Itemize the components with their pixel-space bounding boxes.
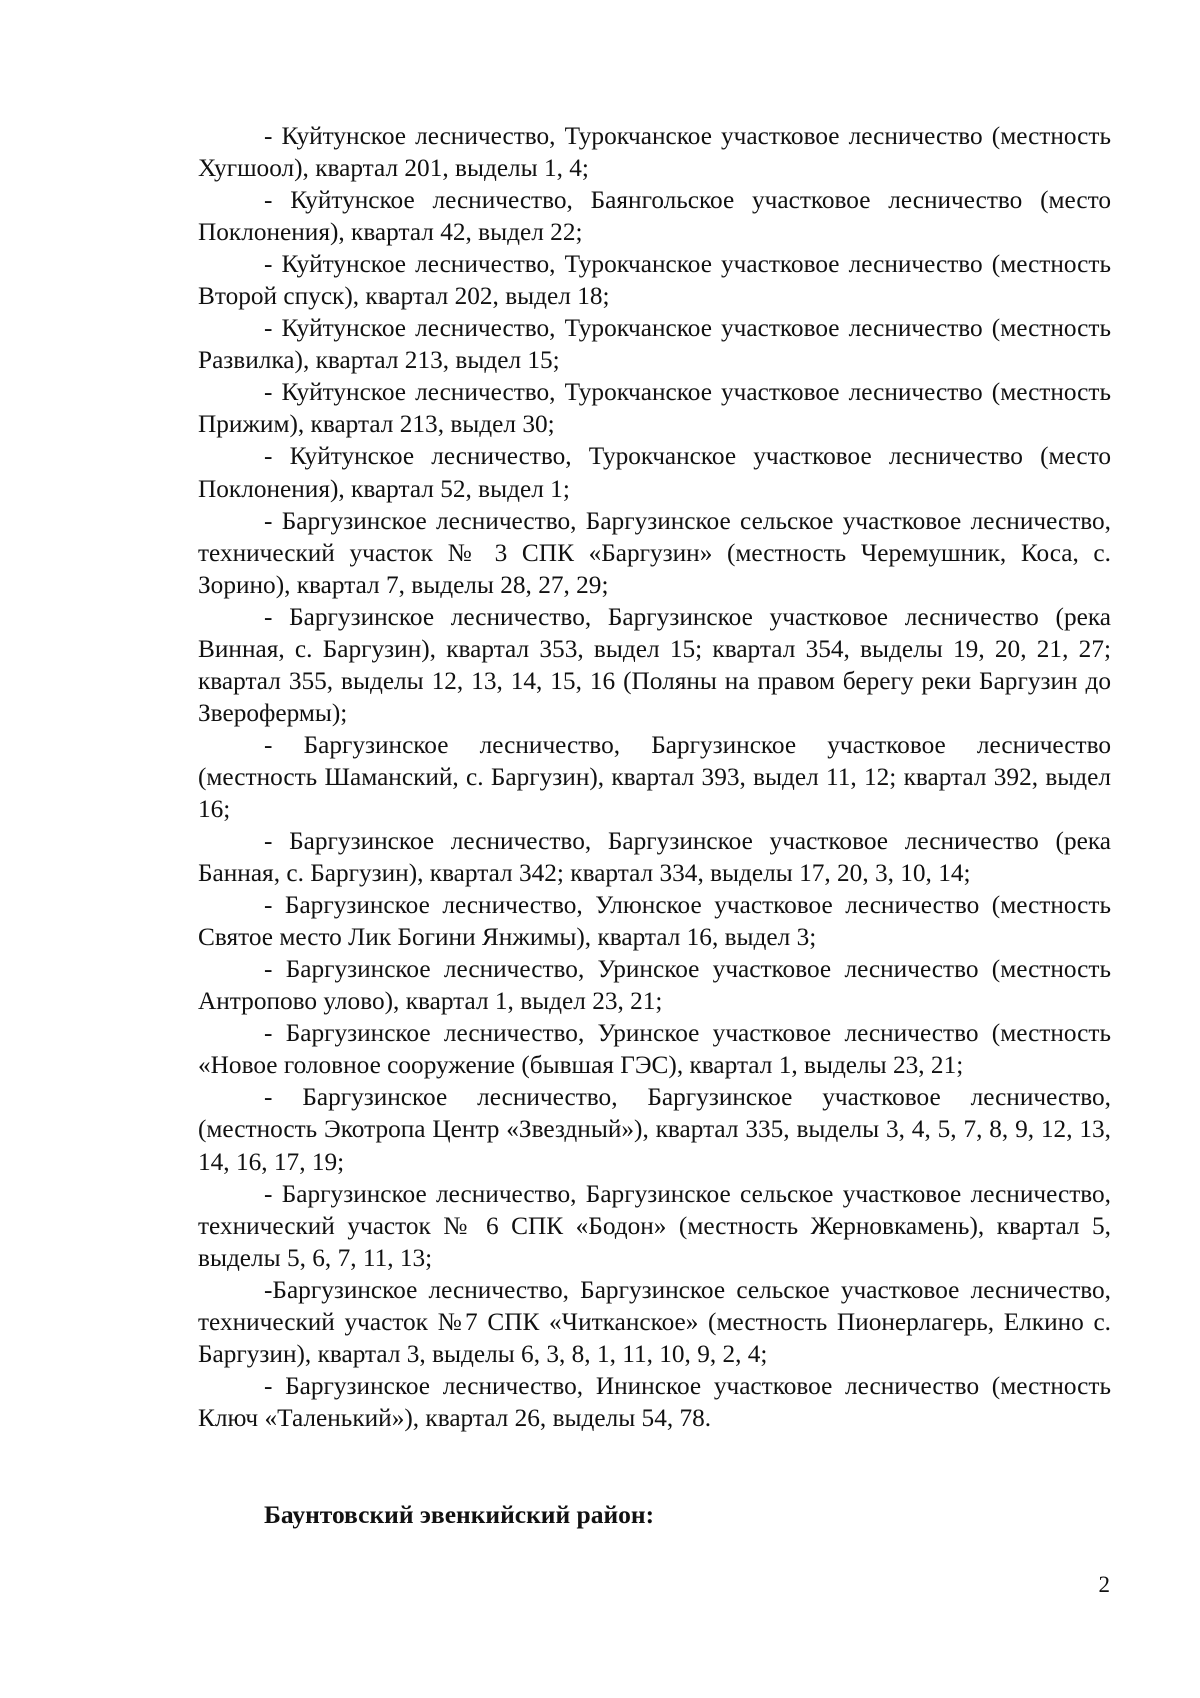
list-item: - Баргузинское лесничество, Уринское участковое лесничество (местность Антропово улово), квартал 1, выдел 23, 21; xyxy=(198,955,1111,1016)
list-item: - Баргузинское лесничество, Баргузинское участковое лесничество (река Банная, с. Баргузин), квартал 342; квартал 334, выделы 17, 20, 3, 10, 14; xyxy=(198,827,1111,888)
list-item: - Куйтунское лесничество, Турокчанское участковое лесничество (местность Прижим), квартал 213, выдел 30; xyxy=(198,378,1111,439)
list-item: - Баргузинское лесничество, Баргузинское участковое лесничество, (местность Экотропа Центр «Звездный»), квартал 335, выделы 3, 4, 5, 7, 8, 9, 12, 13, 14, 16, 17, 19; xyxy=(198,1083,1111,1176)
list-item: -Баргузинское лесничество, Баргузинское сельское участковое лесничество, технический участок №7 СПК «Читканское» (местность Пионерлагерь, Елкино с. Баргузин), квартал 3, выделы 6, 3, 8, 1, 11, 10, 9, 2, 4; xyxy=(198,1275,1111,1368)
section-heading: Баунтовский эвенкийский район: xyxy=(264,1500,655,1529)
list-item: - Баргузинское лесничество, Баргузинское сельское участковое лесничество, технический участок № 6 СПК «Бодон» (местность Жерновкамень), квартал 5, выделы 5, 6, 7, 11, 13; xyxy=(198,1179,1111,1272)
document-body xyxy=(198,120,1111,1434)
list-item: - Баргузинское лесничество, Баргузинское участковое лесничество (местность Шаманский, с. Баргузин), квартал 393, выдел 11, 12; квартал 392, выдел 16; xyxy=(198,730,1111,823)
list-item: - Куйтунское лесничество, Турокчанское участковое лесничество (место Поклонения), квартал 52, выдел 1; xyxy=(198,442,1111,503)
list-item: - Куйтунское лесничество, Баянгольское участковое лесничество (место Поклонения), квартал 42, выдел 22; xyxy=(198,186,1111,247)
list-item: - Баргузинское лесничество, Ининское участковое лесничество (местность Ключ «Таленький»), квартал 26, выделы 54, 78. xyxy=(198,1371,1111,1432)
list-item: - Баргузинское лесничество, Уринское участковое лесничество (местность «Новое головное сооружение (бывшая ГЭС), квартал 1, выделы 23, 21; xyxy=(198,1019,1111,1080)
list-item: - Баргузинское лесничество, Баргузинское участковое лесничество (река Винная, с. Баргузин), квартал 353, выдел 15; квартал 354, выделы 19, 20, 21, 27; квартал 355, выделы 12, 13, 14, 15, 16 (Поляны на правом берегу реки Баргузин до Зверофермы); xyxy=(198,602,1111,727)
list-item: - Куйтунское лесничество, Турокчанское участковое лесничество (местность Хугшоол), квартал 201, выделы 1, 4; xyxy=(198,122,1111,183)
list-item: - Куйтунское лесничество, Турокчанское участковое лесничество (местность Второй спуск), квартал 202, выдел 18; xyxy=(198,250,1111,311)
page-number: 2 xyxy=(1098,1572,1110,1597)
list-item: - Баргузинское лесничество, Улюнское участковое лесничество (местность Святое место Лик Богини Янжимы), квартал 16, выдел 3; xyxy=(198,891,1111,952)
list-item: - Баргузинское лесничество, Баргузинское сельское участковое лесничество, технический участок № 3 СПК «Баргузин» (местность Черемушник, Коса, с. Зорино), квартал 7, выделы 28, 27, 29; xyxy=(198,506,1111,599)
list-item: - Куйтунское лесничество, Турокчанское участковое лесничество (местность Развилка), квартал 213, выдел 15; xyxy=(198,314,1111,375)
